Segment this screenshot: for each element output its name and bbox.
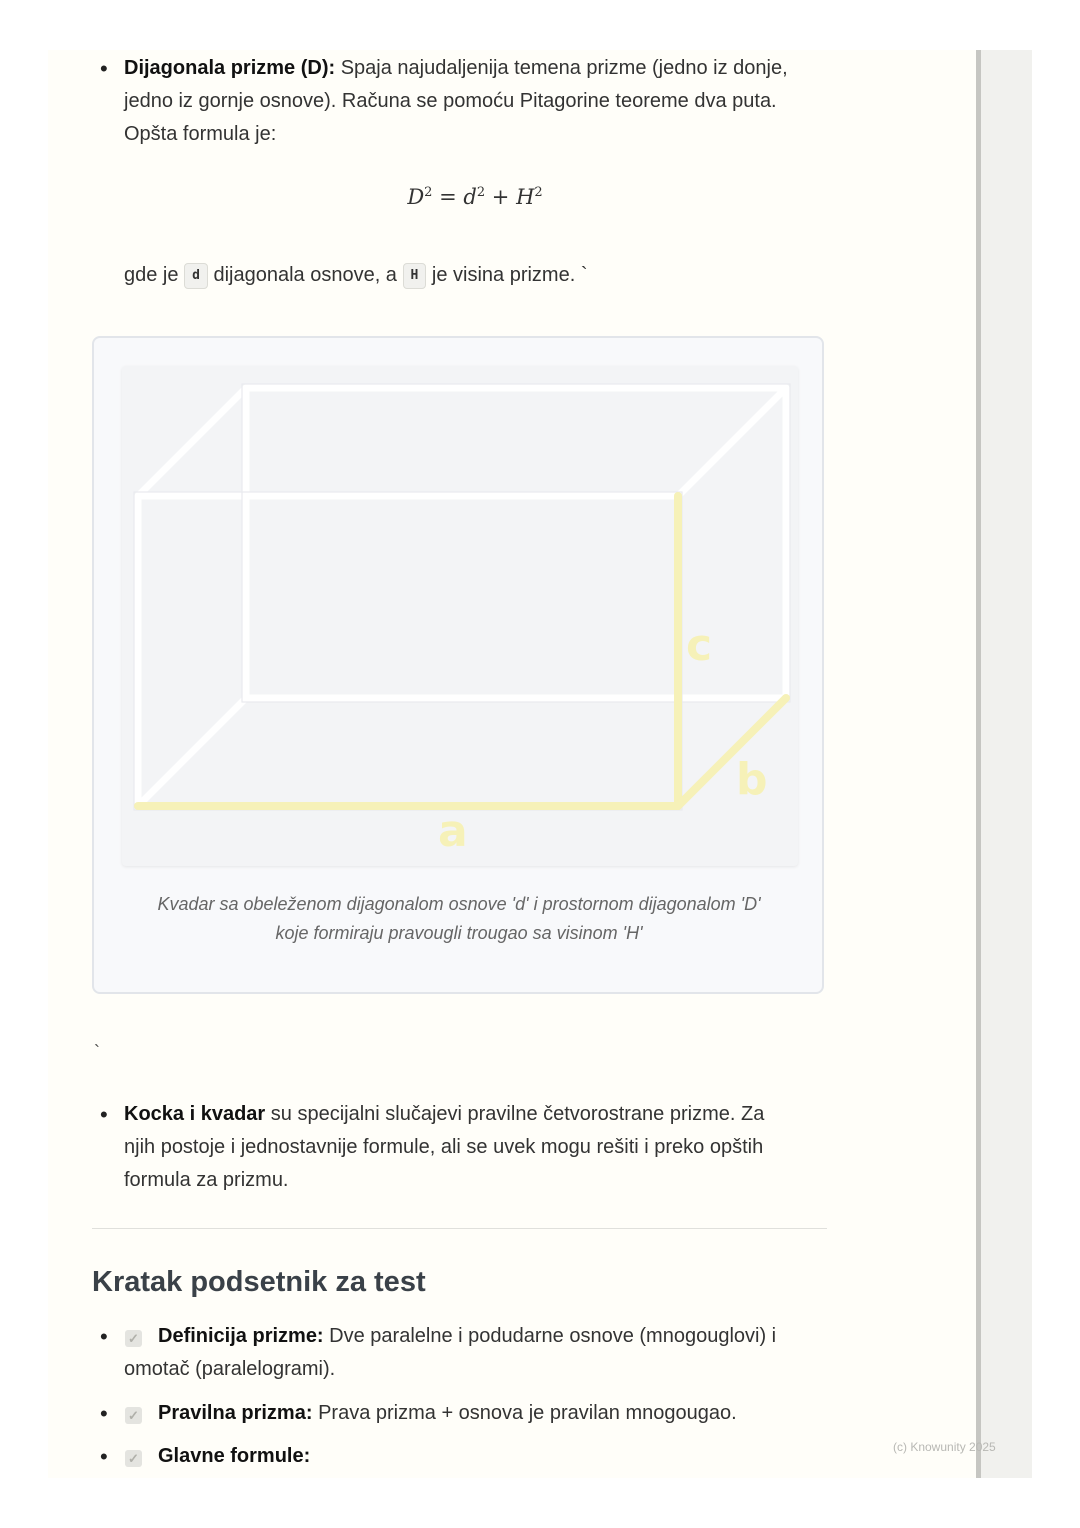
edge-bottom-left [138,698,246,806]
where-suffix: je visina prizme. ` [431,264,588,286]
formula-H: H [516,185,535,209]
cuboid-outline [138,388,786,806]
formula-d: d [463,185,477,209]
where-line [124,259,824,292]
stray-backtick: ` [94,1042,100,1062]
edge-top-left [138,388,246,496]
formula-exp-3: 2 [534,185,543,200]
reminder-item [158,1397,858,1430]
kocka-line1: su specijalni slučajevi pravilne četvorostrane prizme. Za [270,1103,765,1125]
front-face [138,496,678,806]
watermark: (c) Knowunity 2025 [893,1440,996,1454]
kocka-bold: Kocka i kvadar [124,1103,266,1125]
formula-eq: = [432,185,464,209]
caption-line1: Kvadar sa obeleženom dijagonalom osnove 'd' i prostornom dijagonalom 'D' [157,894,761,914]
formula-exp-1: 2 [424,185,433,200]
label-b: b [736,754,768,805]
reminder-bold: Pravilna prizma: [158,1402,313,1424]
code-H: H [403,263,427,289]
diagonal-line1: Spaja najudaljenija temena prizme (jedno iz donje, [340,57,788,79]
checkmark-icon: ✓ [125,1330,142,1347]
kocka-line3: formula za prizmu. [124,1169,289,1191]
front-face-shade [134,492,682,810]
diagonal-title: Dijagonala prizme (D): [124,57,336,79]
reminder-item [158,1440,858,1473]
diagonal-paragraph [124,52,844,151]
bullet-icon: • [100,1102,108,1127]
diagonal-line2: jedno iz gornje osnove). Računa se pomoću Pitagorine teoreme dva puta. [124,90,777,112]
figure-container [92,336,824,994]
edge-b [678,698,786,806]
caption-line2: koje formiraju pravougli trougao sa visinom 'H' [275,923,643,943]
bullet-icon: • [100,1444,108,1469]
label-a: a [438,806,468,857]
checkmark-icon: ✓ [125,1407,142,1424]
reminder-text: Prava prizma + osnova je pravilan mnogougao. [318,1402,737,1424]
checkmark-icon: ✓ [125,1450,142,1467]
figure-caption [114,890,804,948]
scrollbar-thumb[interactable] [976,50,981,1478]
cuboid-figure [122,366,798,866]
cuboid-drawing [122,366,798,866]
label-c: c [686,620,713,671]
reminder-cont: omotač (paralelogrami). [124,1358,336,1380]
diagonal-line3: Opšta formula je: [124,123,277,145]
reminder-item [124,1320,844,1386]
reminder-bold: Glavne formule: [158,1445,311,1467]
edge-top-right [678,388,786,496]
scrollbar-track[interactable] [976,50,1032,1478]
formula-exp-2: 2 [476,185,486,200]
where-prefix: gde je [124,264,179,286]
bullet-icon: • [100,1401,108,1426]
formula-plus: + [485,185,517,209]
diagonal-formula [0,185,950,209]
section-divider [92,1228,827,1229]
cuboid-outline-shade [134,384,790,810]
bullet-icon: • [100,56,108,81]
bullet-icon: • [100,1324,108,1349]
kocka-line2: njih postoje i jednostavnije formule, ali se uvek mogu rešiti i preko opštih [124,1136,764,1158]
reminder-text: Dve paralelne i podudarne osnove (mnogouglovi) i [329,1325,777,1347]
kocka-paragraph [124,1098,844,1197]
code-d: d [184,263,208,289]
section-heading: Kratak podsetnik za test [92,1266,426,1298]
where-mid: dijagonala osnove, a [213,264,397,286]
reminder-bold: Definicija prizme: [158,1325,324,1347]
formula-D: D [407,185,425,209]
